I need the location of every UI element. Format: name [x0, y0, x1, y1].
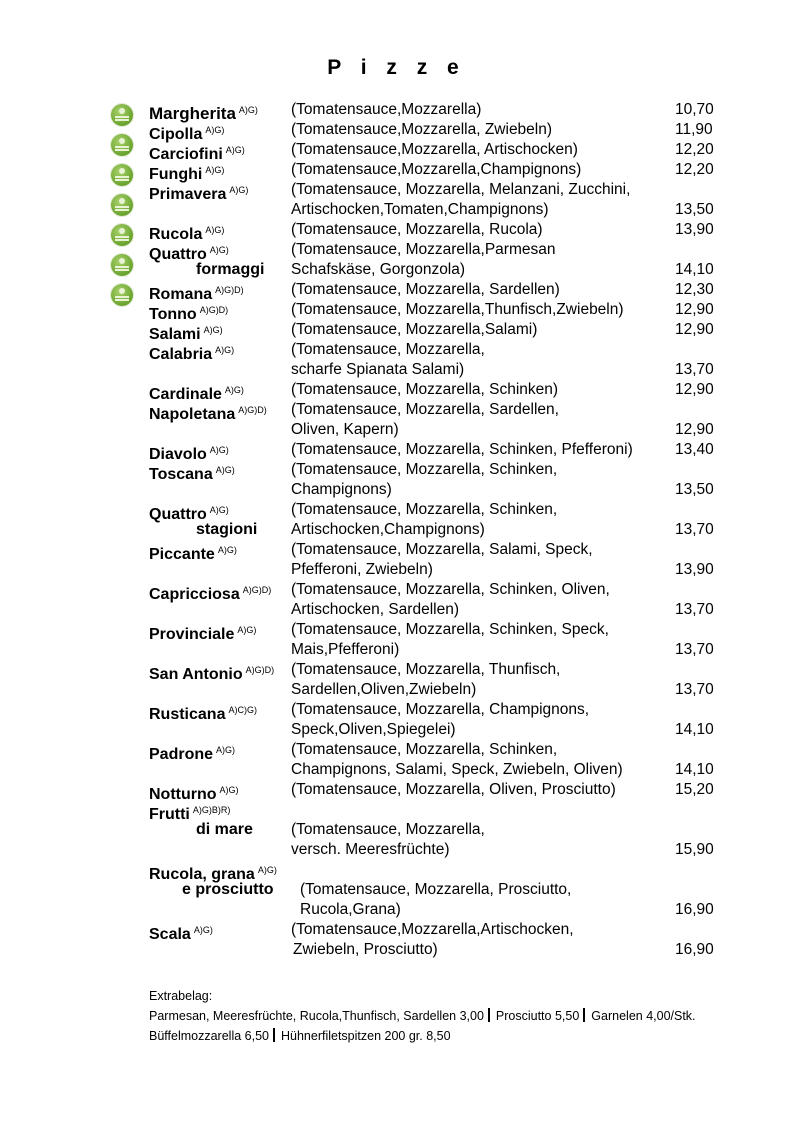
menu-row	[0, 520, 793, 540]
allergen-codes: A)G)	[257, 865, 277, 875]
menu-row	[0, 240, 793, 263]
pizza-ingredients: Pfefferoni, Zwiebeln)	[291, 561, 433, 578]
pizza-price: 12,90	[675, 321, 714, 338]
extras-line-2	[149, 1026, 696, 1046]
pizza-price: 13,70	[675, 361, 714, 378]
pizza-ingredients: (Tomatensauce,Mozzarella,Artischocken,	[291, 921, 574, 938]
allergen-codes: A)G)D)	[199, 305, 229, 315]
menu-row	[0, 580, 793, 603]
pizza-ingredients: Artischocken,Tomaten,Champignons)	[291, 201, 549, 218]
pizza-price: 10,70	[675, 101, 714, 118]
allergen-codes: A)G)	[205, 165, 225, 175]
menu-row	[0, 480, 793, 500]
pizza-price: 16,90	[675, 941, 714, 958]
menu-row	[0, 940, 793, 960]
pizza-ingredients: Mais,Pfefferoni)	[291, 641, 400, 658]
pizza-ingredients: versch. Meeresfrüchte)	[291, 841, 450, 858]
menu-row	[0, 200, 793, 220]
extras-heading: Extrabelag:	[149, 989, 213, 1003]
extras-item: Büffelmozzarella 6,50	[149, 1029, 269, 1043]
menu-row	[0, 260, 793, 280]
menu-row	[0, 740, 793, 763]
allergen-codes: A)G)D)	[245, 665, 275, 675]
allergen-codes: A)G)	[237, 625, 257, 635]
allergen-codes: A)G)	[193, 925, 213, 935]
pizza-ingredients: (Tomatensauce, Mozzarella, Rucola)	[291, 221, 543, 238]
menu-row	[0, 540, 793, 563]
pizza-name-text: Margherita	[149, 104, 236, 123]
pizza-name-text: formaggi	[196, 261, 265, 278]
pizza-name	[196, 820, 253, 840]
menu-row	[0, 400, 793, 423]
menu-row	[0, 560, 793, 580]
allergen-codes: A)G)B)R)	[192, 805, 231, 815]
pizza-ingredients: (Tomatensauce, Mozzarella, Champignons,	[291, 701, 590, 718]
pizza-price: 12,20	[675, 141, 714, 158]
pizza-name-text: Provinciale	[149, 626, 235, 643]
pizza-name-text: Napoletana	[149, 406, 236, 423]
pizza-price: 14,10	[675, 761, 714, 778]
pizza-name-text: Piccante	[149, 546, 215, 563]
pizza-price: 12,90	[675, 421, 714, 438]
pizza-name-text: di mare	[196, 821, 253, 838]
extras-item: Prosciutto 5,50	[495, 1009, 580, 1023]
pizza-name	[196, 520, 257, 540]
allergen-codes: A)G)	[217, 545, 237, 555]
allergen-codes: A)C)G)	[228, 705, 257, 715]
menu-row	[0, 360, 793, 380]
allergen-codes: A)G)	[238, 105, 258, 115]
pizza-ingredients: (Tomatensauce, Mozzarella, Prosciutto,	[300, 881, 572, 898]
menu-row	[0, 720, 793, 740]
allergen-codes: A)G)	[224, 385, 244, 395]
pizza-price: 13,70	[675, 641, 714, 658]
menu-row	[0, 820, 793, 840]
pizza-price: 12,90	[675, 301, 714, 318]
pizza-name-text: Calabria	[149, 346, 213, 363]
pizza-price: 13,70	[675, 601, 714, 618]
pizza-name-text: e prosciutto	[182, 881, 274, 898]
menu-row	[0, 660, 793, 683]
menu-row	[0, 340, 793, 363]
allergen-codes: A)G)	[209, 245, 229, 255]
pizza-name-text: Salami	[149, 326, 201, 343]
pizza-name-text: Romana	[149, 286, 213, 303]
pizza-name-text: Padrone	[149, 746, 214, 763]
menu-row	[0, 600, 793, 620]
pizza-name-text: Rucola	[149, 226, 203, 243]
menu-row	[0, 120, 793, 143]
extras-item: Garnelen 4,00/Stk.	[591, 1009, 696, 1023]
pizza-ingredients: scharfe Spianata Salami)	[291, 361, 465, 378]
menu-row	[0, 920, 793, 943]
pizza-name-text: Quattro	[149, 506, 207, 523]
menu-row	[0, 900, 793, 920]
pizza-price: 14,10	[675, 721, 714, 738]
menu-row	[0, 300, 793, 323]
pizza-ingredients: (Tomatensauce, Mozzarella, Melanzani, Zucchini,	[291, 181, 631, 198]
pizza-price: 13,90	[675, 561, 714, 578]
pizza-ingredients: (Tomatensauce,Mozzarella,Champignons)	[291, 161, 582, 178]
pizza-ingredients: (Tomatensauce, Mozzarella, Schinken,	[291, 741, 558, 758]
allergen-codes: A)G)D)	[215, 285, 244, 295]
menu-row	[0, 840, 793, 860]
allergen-codes: A)G)	[205, 225, 225, 235]
pizza-ingredients: Artischocken, Sardellen)	[291, 601, 459, 618]
pizza-ingredients: Speck,Oliven,Spiegelei)	[291, 721, 456, 738]
pizza-price: 12,90	[675, 381, 714, 398]
menu-row	[0, 760, 793, 780]
menu-row	[0, 860, 793, 883]
menu-row	[0, 880, 793, 900]
menu-row	[0, 140, 793, 163]
pizza-price: 13,50	[675, 481, 714, 498]
pizza-ingredients: (Tomatensauce, Mozzarella, Schinken,	[291, 461, 558, 478]
pizza-ingredients: (Tomatensauce, Mozzarella,Parmesan	[291, 241, 556, 258]
menu-row	[0, 380, 793, 403]
pizza-ingredients: (Tomatensauce, Mozzarella, Schinken, Pfefferoni)	[291, 441, 633, 458]
pizza-menu-list	[0, 100, 793, 960]
pizza-name-text: stagioni	[196, 521, 258, 538]
menu-row	[0, 700, 793, 723]
pizza-name-text: Capricciosa	[149, 586, 240, 603]
pizza-price: 13,70	[675, 681, 714, 698]
allergen-codes: A)G)	[215, 345, 235, 355]
pizza-ingredients: (Tomatensauce, Mozzarella,	[291, 821, 485, 838]
pizza-ingredients: Sardellen,Oliven,Zwiebeln)	[291, 681, 477, 698]
allergen-codes: A)G)	[219, 785, 239, 795]
pizza-ingredients: (Tomatensauce,Mozzarella, Zwiebeln)	[291, 121, 553, 138]
pizza-ingredients: (Tomatensauce, Mozzarella, Thunfisch,	[291, 661, 561, 678]
pizza-name-text: Notturno	[149, 786, 217, 803]
pizza-name-text: San Antonio	[149, 666, 243, 683]
pizza-ingredients: Zwiebeln, Prosciutto)	[293, 941, 438, 958]
pizza-price: 13,40	[675, 441, 714, 458]
allergen-codes: A)G)	[229, 185, 249, 195]
pizza-ingredients: Artischocken,Champignons)	[291, 521, 485, 538]
pizza-ingredients: (Tomatensauce, Mozzarella,	[291, 341, 485, 358]
extras-item: Hühnerfiletspitzen 200 gr. 8,50	[280, 1029, 451, 1043]
menu-row	[0, 500, 793, 523]
pizza-ingredients: (Tomatensauce, Mozzarella,Salami)	[291, 321, 538, 338]
pizza-name-text: Scala	[149, 926, 191, 943]
pizza-name-text: Funghi	[149, 166, 203, 183]
pizza-name-text: Quattro	[149, 246, 207, 263]
menu-row	[0, 680, 793, 700]
allergen-codes: A)G)	[203, 325, 223, 335]
page-title: P i z z e	[327, 56, 466, 79]
allergen-codes: A)G)D)	[242, 585, 272, 595]
menu-row	[0, 160, 793, 183]
pizza-ingredients: (Tomatensauce, Mozzarella, Schinken,	[291, 501, 558, 518]
pizza-ingredients: (Tomatensauce, Mozzarella, Schinken)	[291, 381, 559, 398]
pizza-price: 16,90	[675, 901, 714, 918]
separator	[488, 1008, 490, 1022]
pizza-price: 11,90	[675, 121, 713, 138]
pizza-ingredients: Rucola,Grana)	[300, 901, 401, 918]
pizza-ingredients: (Tomatensauce, Mozzarella, Oliven, Prosciutto)	[291, 781, 616, 798]
pizza-ingredients: Champignons)	[291, 481, 392, 498]
pizza-price: 14,10	[675, 261, 714, 278]
pizza-price: 13,70	[675, 521, 714, 538]
pizza-ingredients: Champignons, Salami, Speck, Zwiebeln, Oliven)	[291, 761, 623, 778]
pizza-name-text: Cipolla	[149, 126, 203, 143]
menu-row	[0, 280, 793, 303]
pizza-ingredients: (Tomatensauce,Mozzarella, Artischocken)	[291, 141, 578, 158]
allergen-codes: A)G)	[225, 145, 245, 155]
pizza-ingredients: (Tomatensauce, Mozzarella, Salami, Speck,	[291, 541, 593, 558]
pizza-name-text: Toscana	[149, 466, 213, 483]
pizza-price: 13,90	[675, 221, 714, 238]
pizza-name-text: Diavolo	[149, 446, 207, 463]
pizza-ingredients: (Tomatensauce, Mozzarella, Schinken, Speck,	[291, 621, 609, 638]
pizza-name-text: Rucola, grana	[149, 866, 255, 883]
pizza-ingredients: (Tomatensauce, Mozzarella, Schinken, Oliven,	[291, 581, 610, 598]
pizza-name-text: Rusticana	[149, 706, 226, 723]
extras-section	[149, 986, 696, 1046]
pizza-name-text: Carciofini	[149, 146, 223, 163]
pizza-price: 12,30	[675, 281, 714, 298]
pizza-ingredients: (Tomatensauce,Mozzarella)	[291, 101, 482, 118]
menu-row	[0, 420, 793, 440]
allergen-codes: A)G)	[215, 465, 235, 475]
extras-item: Parmesan, Meeresfrüchte, Rucola,Thunfisch, Sardellen 3,00	[149, 1009, 484, 1023]
menu-row	[0, 620, 793, 643]
pizza-ingredients: (Tomatensauce, Mozzarella,Thunfisch,Zwiebeln)	[291, 301, 624, 318]
pizza-name-text: Cardinale	[149, 386, 222, 403]
pizza-ingredients: Schafskäse, Gorgonzola)	[291, 261, 466, 278]
extras-line-1	[149, 1006, 696, 1026]
pizza-ingredients: (Tomatensauce, Mozzarella, Sardellen,	[291, 401, 559, 418]
pizza-name	[182, 880, 274, 900]
menu-row	[0, 180, 793, 203]
pizza-name-text: Primavera	[149, 186, 227, 203]
pizza-name-text: Tonno	[149, 306, 197, 323]
separator	[273, 1028, 275, 1042]
pizza-name	[196, 260, 264, 280]
pizza-price: 12,20	[675, 161, 714, 178]
pizza-price: 13,50	[675, 201, 714, 218]
menu-row	[0, 800, 793, 823]
pizza-name-text: Frutti	[149, 806, 190, 823]
menu-row	[0, 640, 793, 660]
menu-row	[0, 460, 793, 483]
pizza-ingredients: Oliven, Kapern)	[291, 421, 399, 438]
allergen-codes: A)G)	[205, 125, 225, 135]
pizza-ingredients: (Tomatensauce, Mozzarella, Sardellen)	[291, 281, 560, 298]
allergen-codes: A)G)	[209, 505, 229, 515]
allergen-codes: A)G)	[216, 745, 236, 755]
menu-row	[0, 780, 793, 803]
allergen-codes: A)G)D)	[238, 405, 267, 415]
menu-row	[0, 100, 793, 123]
menu-row	[0, 440, 793, 463]
menu-row	[0, 220, 793, 243]
pizza-price: 15,90	[675, 841, 714, 858]
allergen-codes: A)G)	[209, 445, 229, 455]
pizza-price: 15,20	[675, 781, 714, 798]
separator	[583, 1008, 585, 1022]
menu-row	[0, 320, 793, 343]
